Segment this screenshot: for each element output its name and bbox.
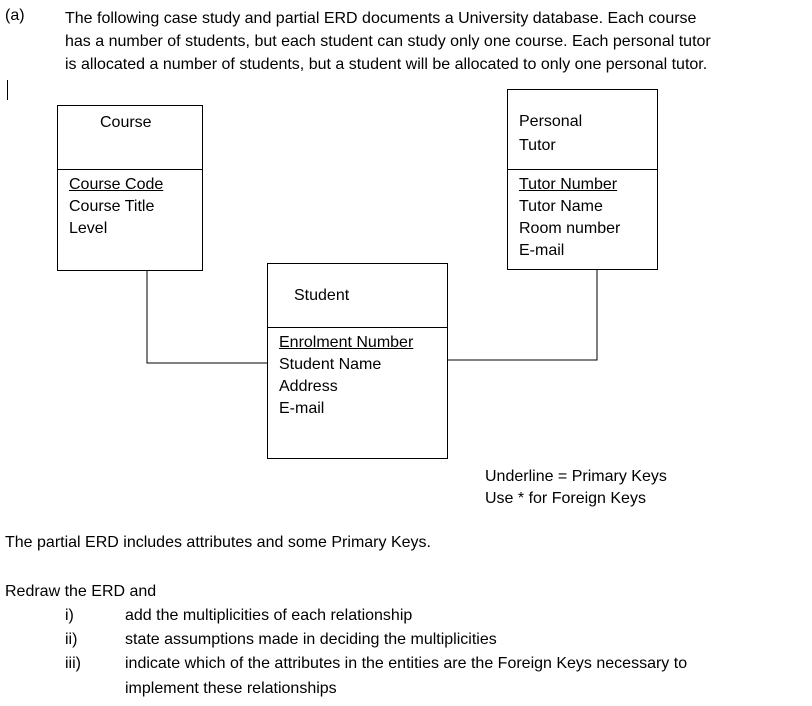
tutor-primary-key: Tutor Number bbox=[519, 176, 618, 193]
student-entity[interactable] bbox=[267, 263, 448, 459]
personal-tutor-entity[interactable] bbox=[507, 89, 658, 270]
course-entity-title: Course bbox=[100, 114, 152, 131]
tutor-attribute: E-mail bbox=[519, 242, 565, 259]
tutor-attributes bbox=[519, 174, 620, 262]
task-number: i) bbox=[65, 607, 74, 624]
task-number: iii) bbox=[65, 655, 81, 672]
task-text-continuation: implement these relationships bbox=[125, 680, 337, 697]
question-label: (a) bbox=[5, 7, 25, 24]
task-number: ii) bbox=[65, 631, 78, 648]
student-attribute: E-mail bbox=[279, 400, 325, 417]
course-attribute: Course Title bbox=[69, 198, 155, 215]
legend bbox=[485, 466, 667, 510]
course-student-relationship-line bbox=[147, 271, 267, 363]
partial-erd-note: The partial ERD includes attributes and some Primary Keys. bbox=[5, 534, 431, 551]
course-entity[interactable] bbox=[57, 105, 203, 271]
student-entity-title: Student bbox=[294, 287, 350, 304]
task-text: add the multiplicities of each relationship bbox=[125, 607, 413, 624]
student-attribute: Student Name bbox=[279, 356, 382, 373]
course-primary-key: Course Code bbox=[69, 176, 164, 193]
course-attribute: Level bbox=[69, 220, 108, 237]
tutor-entity-header bbox=[508, 90, 657, 170]
tutor-entity-title bbox=[519, 110, 582, 158]
tutor-student-relationship-line bbox=[448, 270, 597, 360]
legend-foreign-keys: Use * for Foreign Keys bbox=[485, 490, 646, 507]
tutor-attribute: Room number bbox=[519, 220, 621, 237]
legend-primary-keys: Underline = Primary Keys bbox=[485, 468, 667, 485]
student-attributes bbox=[279, 332, 413, 420]
intro-line: is allocated a number of students, but a student will be allocated to only one personal tutor. bbox=[65, 56, 708, 73]
student-primary-key: Enrolment Number bbox=[279, 334, 414, 351]
task-text: state assumptions made in deciding the multiplicities bbox=[125, 631, 497, 648]
course-entity-header bbox=[58, 106, 202, 170]
student-attribute: Address bbox=[279, 378, 338, 395]
intro-line: The following case study and partial ERD documents a University database. Each course bbox=[65, 10, 697, 27]
tutor-title-line: Personal bbox=[519, 113, 583, 130]
redraw-instruction: Redraw the ERD and bbox=[5, 583, 157, 600]
course-attributes bbox=[69, 174, 163, 240]
student-entity-header bbox=[268, 264, 447, 328]
tutor-attribute: Tutor Name bbox=[519, 198, 603, 215]
tutor-title-line: Tutor bbox=[519, 137, 556, 154]
task-text: indicate which of the attributes in the entities are the Foreign Keys necessary to bbox=[125, 655, 688, 672]
intro-line: has a number of students, but each student can study only one course. Each personal tutor bbox=[65, 33, 711, 50]
